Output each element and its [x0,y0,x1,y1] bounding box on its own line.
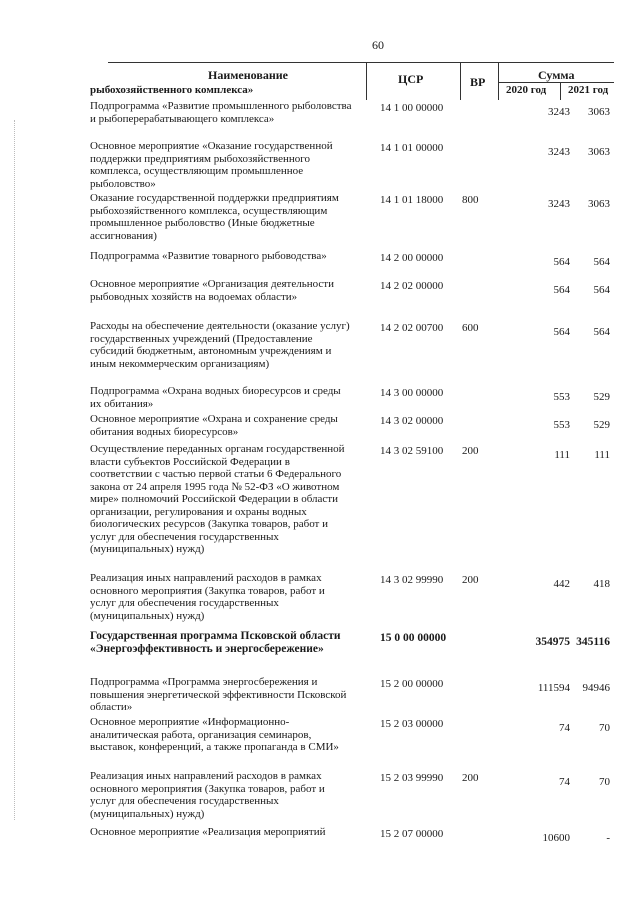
header-divider [560,82,561,100]
row-amount-2020: 74 [559,776,570,788]
row-amount-2021: - [606,832,610,844]
row-name: Реализация иных направлений расходов в рамках основного мероприятия (Закупка товаров, работ и услуг для обеспечения государственных (муниципальных) нужд) [90,770,325,820]
row-amount-2020: 3243 [548,146,570,158]
row-amount-2021: 564 [593,284,610,296]
row-name: Подпрограмма «Развитие товарного рыбоводства» [90,250,327,262]
row-amount-2021: 70 [599,776,610,788]
row-name: Подпрограмма «Программа энергосбережения и повышения энергетической эффективности Псковской области» [90,676,347,713]
header-csr: ЦСР [398,72,424,86]
row-amount-2021: 529 [593,391,610,403]
row-amount-2020: 111 [554,449,570,461]
row-amount-2020: 111594 [537,682,570,694]
row-name: Основное мероприятие «Охрана и сохранение среды обитания водных биоресурсов» [90,413,338,438]
header-sum: Сумма [538,68,575,82]
header-divider [498,62,499,100]
row-csr: 14 3 02 59100 [380,445,444,457]
row-amount-2021: 3063 [588,106,610,118]
row-amount-2021: 529 [593,419,610,431]
header-top-rule [108,62,614,63]
row-csr: 14 3 02 99990 [380,574,444,586]
continued-row-text: рыбохозяйственного комплекса» [90,84,254,96]
row-csr: 14 2 02 00000 [380,280,444,292]
row-csr: 14 1 01 18000 [380,194,444,206]
row-amount-2020: 564 [553,256,570,268]
row-vr: 200 [462,574,479,586]
row-amount-2020: 564 [553,326,570,338]
page-number: 60 [372,38,384,52]
row-name: Осуществление переданных органам государственной власти субъектов Российской Федерации в соответствии с частью первой статьи 6 Федерального закона от 24 апреля 1995 года № 52-ФЗ «О животном мире» полномочий Российской Федерации в области организации, регулирования и охраны водных биологических ресурсов (Закупка товаров, работ и услуг для обеспечения государственных (муниципальных) нужд) [90,443,345,555]
row-amount-2020: 74 [559,722,570,734]
row-vr: 200 [462,772,479,784]
row-csr: 14 3 00 00000 [380,387,444,399]
row-csr: 14 1 00 00000 [380,102,444,114]
row-amount-2020: 10600 [542,832,570,844]
row-csr: 14 1 01 00000 [380,142,444,154]
row-name: Основное мероприятие «Оказание государственной поддержки предприятиям рыбохозяйственного комплекса, осуществляющим промышленное рыболовство» [90,140,333,190]
row-csr: 15 2 03 00000 [380,718,444,730]
scan-margin [14,120,18,820]
row-name: Основное мероприятие «Организация деятельности рыбоводных хозяйств на водоемах области» [90,278,334,303]
header-divider [460,62,461,100]
row-name: Подпрограмма «Развитие промышленного рыболовства и рыбоперерабатывающего комплекса» [90,100,352,125]
header-name: Наименование [208,68,288,82]
row-csr: 15 2 03 99990 [380,772,444,784]
row-vr: 800 [462,194,479,206]
row-amount-2021: 564 [593,256,610,268]
row-amount-2021: 3063 [588,146,610,158]
row-amount-2021: 564 [593,326,610,338]
row-amount-2020: 553 [553,391,570,403]
row-csr: 14 3 02 00000 [380,415,444,427]
row-amount-2020: 442 [553,578,570,590]
row-amount-2021: 111 [594,449,610,461]
header-year-2020: 2020 год [506,84,547,96]
row-name: Основное мероприятие «Информационно-аналитическая работа, организация семинаров, выставок, конференций, а также пропаганда в СМИ» [90,716,339,753]
row-amount-2021: 94946 [582,682,610,694]
row-amount-2021: 70 [599,722,610,734]
row-amount-2020: 3243 [548,198,570,210]
row-amount-2020: 3243 [548,106,570,118]
row-vr: 600 [462,322,479,334]
row-amount-2021: 418 [593,578,610,590]
row-name: Расходы на обеспечение деятельности (оказание услуг) государственных учреждений (Предоставление субсидий бюджетным, автономным учреждениям и иным некоммерческим организациям) [90,320,350,370]
table-header [90,62,614,100]
header-year-2021: 2021 год [568,84,609,96]
row-name: Оказание государственной поддержки предприятиям рыбохозяйственного комплекса, осуществляющим промышленное рыболовство (Иные бюджетные ассигнования) [90,192,339,242]
row-name: Основное мероприятие «Реализация мероприятий [90,826,326,838]
header-sum-rule [498,82,614,83]
header-vr: ВР [470,75,486,89]
row-csr: 14 2 02 00700 [380,322,444,334]
row-name: Реализация иных направлений расходов в рамках основного мероприятия (Закупка товаров, работ и услуг для обеспечения государственных (муниципальных) нужд) [90,572,325,622]
row-amount-2020: 553 [553,419,570,431]
row-amount-2021: 345116 [576,636,610,648]
row-name: Подпрограмма «Охрана водных биоресурсов и среды их обитания» [90,385,341,410]
row-csr: 15 2 07 00000 [380,828,444,840]
row-amount-2021: 3063 [588,198,610,210]
row-csr: 14 2 00 00000 [380,252,444,264]
row-amount-2020: 564 [553,284,570,296]
row-amount-2020: 354975 [535,636,570,648]
row-csr: 15 0 00 00000 [380,632,447,644]
row-vr: 200 [462,445,479,457]
row-csr: 15 2 00 00000 [380,678,444,690]
row-name: Государственная программа Псковской области «Энергоэффективность и энергосбережение» [90,630,341,655]
header-divider [366,62,367,100]
